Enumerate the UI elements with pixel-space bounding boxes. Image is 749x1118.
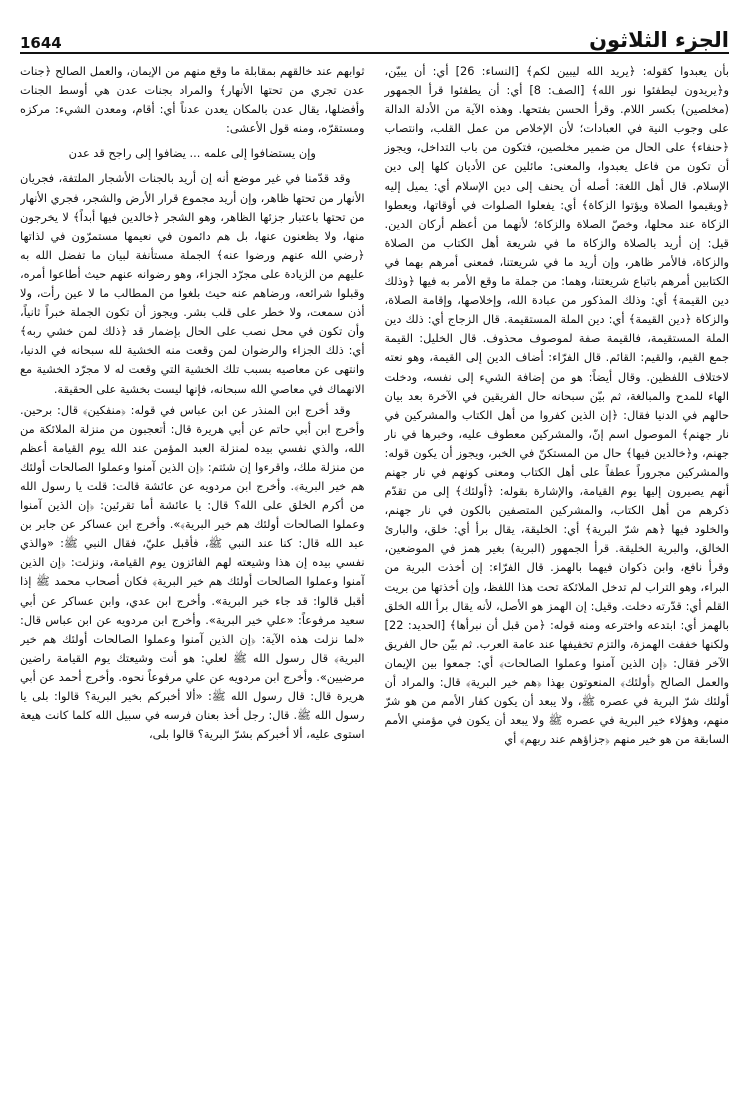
page-header — [20, 14, 729, 54]
right-column — [385, 62, 730, 1112]
left-paragraph: وقد أخرج ابن المنذر عن ابن عباس في قوله: ﴿منفكين﴾ قال: برحين. وأخرج ابن أبي حاتم عن أبي هريرة قال: أتعجبون من منزلة الملائكة من الله، والذي نفسي بيده لمنزلة العبد المؤمن عند الله يوم القيامة أعظم من منزلة ملك، واقرءوا إن شئتم: ﴿إن الذين آمنوا وعملوا الصالحات أولئك هم خير البرية﴾. وأخرج ابن مردويه عن عائشة قالت: قلت يا رسول الله من أكرم الخلق على الله؟ قال: يا عائشة أما تقرئين: ﴿إن الذين آمنوا وعملوا الصالحات أولئك هم خير البرية﴾». وأخرج ابن عساكر عن جابر بن عبد الله قال: كنا عند النبي ﷺ، فأقبل عليّ، فقال النبي ﷺ: «والذي نفسي بيده إن هذا وشيعته لهم الفائزون يوم القيامة، ونزلت: ﴿إن الذين آمنوا وعملوا الصالحات أولئك هم خير البرية﴾ فكان أصحاب محمد ﷺ إذا أقبل قالوا: قد جاء خير البرية». وأخرج ابن عدي، وابن عساكر عن أبي سعيد مرفوعاً: «علي خير البرية». وأخرج ابن مردويه عن ابن عباس قال: «لما نزلت هذه الآية: ﴿إن الذين آمنوا وعملوا الصالحات أولئك هم خير البرية﴾ قال رسول الله ﷺ لعلي: هو أنت وشيعتك يوم القيامة راضين مرضيين». وأخرج ابن مردويه عن علي مرفوعاً نحوه. وأخرج أحمد عن أبي هريرة قال: قال رسول الله ﷺ: «ألا أخبركم بخير البرية؟ قالوا: بلى يا رسول الله ﷺ. قال: رجل أخذ بعنان فرسه في سبيل الله كلما كانت هيعة استوى عليه، ألا أخبركم بشرّ البرية؟ قالوا بلى، — [20, 402, 365, 742]
left-paragraph: وقد قدّمنا في غير موضع أنه إن أريد بالجنات الأشجار الملتفة، فجريان الأنهار من تحتها ظاهر، وإن أريد مجموع قرار الأرض والشجر، فجري الأنهار من تحتها باعتبار جزئها الظاهر، وهو الشجر ﴿خالدين فيها أبداً﴾ لا يخرجون منها، ولا يظعنون عنها، بل هم دائمون في نعيمها مستمرّون في لذاتها ﴿رضي الله عنهم ورضوا عنه﴾ الجملة مستأنفة لبيان ما تفضل الله به عليهم من الزيادة على مجرّد الجزاء، وهو رضوانه عنهم حيث أطاعوا أمره، وقبلوا شرائعه، ورضاهم عنه حيث بلغوا من المطالب ما لا عين رأت، ولا أذن سمعت، ولا خطر على قلب بشر. ويجوز أن تكون الجملة خبراً ثانياً، وأن تكون في محل نصب على الحال بإضمار قد ﴿ذلك لمن خشي ربه﴾ أي: ذلك الجزاء والرضوان لمن وقعت منه الخشية لله سبحانه في الدنيا، وانتهى عن معاصيه بسبب تلك الخشية التي وقعت له لا مجرّد الخشية مع الانهماك في معاصي الله سبحانه، فإنها ليست بخشية على الحقيقة. — [20, 171, 365, 396]
poem-verse: وإن يستضافوا إلى علمه ... يضافوا إلى راجح قد عدن — [68, 146, 316, 161]
text-columns — [20, 62, 729, 1112]
left-column — [20, 62, 365, 1112]
right-paragraph: بأن يعبدوا كقوله: ﴿يريد الله ليبين لكم﴾ [النساء: 26] أي: أن يبيّن، و﴿يريدون ليطفئوا نور الله﴾ [الصف: 8] أي: أن يطفئوا قرأ الجمهور (مخلصين) بكسر اللام. وقرأ الحسن بفتحها. وهذه الآية من الأدلة الدالة على وجوب النية في العبادات؛ لأن الإخلاص من عمل القلب، وانتصاب ﴿حنفاء﴾ على الحال من ضمير مخلصين، فتكون من باب التداخل، ويجوز أن تكون من فاعل يعبدوا، والمعنى: مائلين عن الأديان كلها إلى دين الإسلام. قال أهل اللغة: أصله أن يحنف إلى دين الإسلام أي: يميل إليه ﴿ويقيموا الصلاة ويؤتوا الزكاة﴾ أي: يفعلوا الصلوات في أوقاتها، ويعطوا الزكاة عند محلها، وخصّ الصلاة والزكاة؛ لأنهما من أعظم أركان الدين. قيل: إن أريد بالصلاة والزكاة ما في شريعة أهل الكتاب من الصلاة والزكاة، فالأمر ظاهر، وإن أريد ما في شريعتنا، فمعنى أمرهم بهما في الكتابين أمرهم باتباع شريعتنا، وهما: من جملة ما وقع الأمر به فيها ﴿وذلك دين القيمة﴾ أي: وذلك المذكور من عبادة الله، وإخلاصها، وإقامة الصلاة، والزكاة ﴿دين القيمة﴾ أي: دين الملة المستقيمة. قال الزجاج أي: ذلك دين الملة المستقيمة، فالقيمة صفة لموصوف محذوف. قال الخليل: القيمة جمع القيم، والقيم: القائم. قال الفرّاء: أضاف الدين إلى القيمة، وهو نعته لاختلاف اللفظين. وقال أيضاً: هو من إضافة الشيء إلى نفسه، ودخلت الهاء للمدح والمبالغة، ثم بيّن سبحانه حال الفريقين في الآخرة بعد بيان حالهم في الدنيا فقال: ﴿إن الذين كفروا من أهل الكتاب والمشركين في نار جهنم﴾ الموصول اسم إنّ، والمشركين معطوف عليه، وخبرها في نار جهنم، و﴿خالدين فيها﴾ حال من المستكنّ في الخبر، ويجوز أن يكون قوله: والمشركين مجروراً عطفاً على أهل الكتاب ومعنى كونهم في نار جهنم أنهم يصيرون إليها يوم القيامة، والإشارة بقوله: ﴿أولئك﴾ إلى من تقدّم ذكرهم من أهل الكتاب، والمشركين المتصفين بالكون في نار جهنم، والخلود فيها ﴿هم شرّ البرية﴾ أي: الخليقة، يقال برأ أي: خلق، والبارئ الخالق، والبرية الخليقة. قرأ الجمهور (البرية) بغير همز في الموضعين، وقرأ نافع، وابن ذكوان فيهما بالهمز. قال الفرّاء: إن أخذت البرية من البراء، وهو التراب لم تدخل الملائكة تحت هذا اللفظ، وإن أخذتها من بريت القلم أي: قدّرته دخلت. وقيل: إن الهمز هو الأصل، لأنه يقال برأ الله الخلق بالهمز أي: ابتدعه واخترعه ومنه قوله: ﴿من قبل أن نبرأها﴾ [الحديد: 22] ولكنها خففت الهمزة، والتزم تخفيفها عند عامة العرب. ثم بيّن حال الفريق الآخر فقال: ﴿إن الذين آمنوا وعملوا الصالحات﴾ أي: جمعوا بين الإيمان والعمل الصالح ﴿أولئك﴾ المنعوتون بهذا ﴿هم خير البرية﴾ قال: والمراد أن أولئك شرّ البرية في عصره ﷺ، ولا يبعد أن يكون كفار الأمم من هو شرّ منهم، وهؤلاء خير البرية في عصره ﷺ ولا يبعد أن يكون في مؤمني الأمم السابقة من هو خير منهم ﴿جزاؤهم عند ربهم﴾ أي — [384, 64, 729, 747]
left-paragraph: ثوابهم عند خالقهم بمقابلة ما وقع منهم من الإيمان، والعمل الصالح ﴿جنات عدن تجري من تحتها الأنهار﴾ والمراد بجنات عدن هي أوسط الجنات وأفضلها، يقال عدن بالمكان يعدن عدناً أي: أقام، ومعدن الشيء: مركزه ومستقرّه، ومنه قول الأعشى: — [20, 64, 365, 136]
page-number: 1644 — [20, 34, 62, 52]
part-title: الجزء الثلاثون — [589, 28, 729, 52]
